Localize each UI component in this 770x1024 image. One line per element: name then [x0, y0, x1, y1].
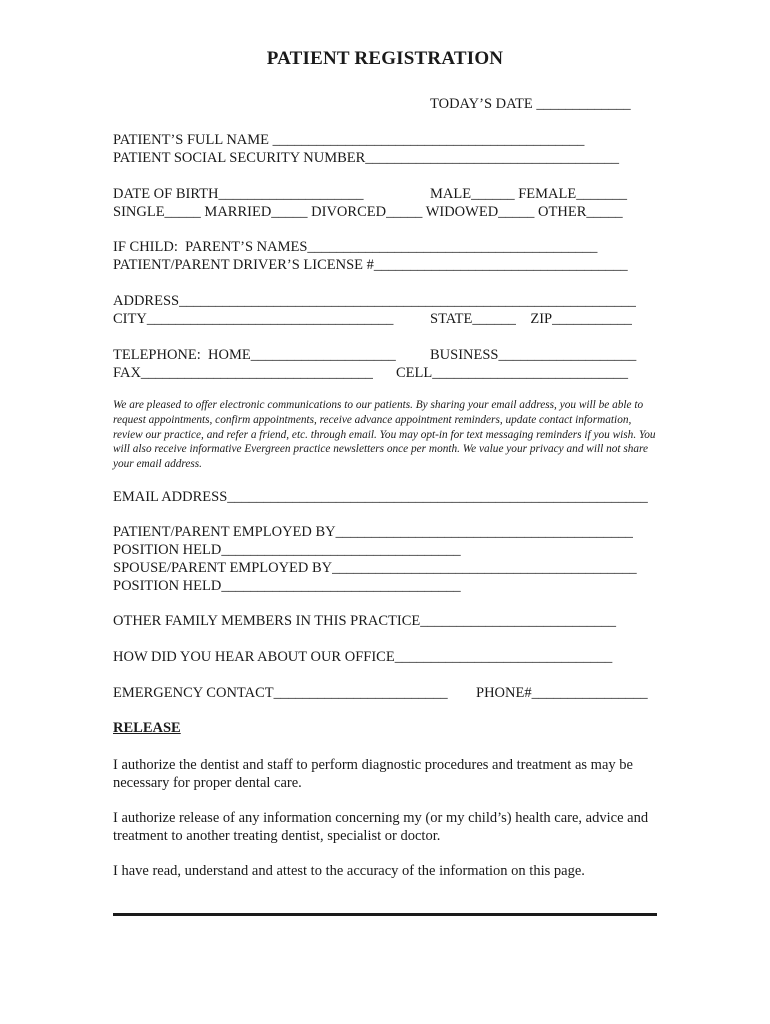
home-telephone-field[interactable]: TELEPHONE: HOME____________________ — [113, 347, 396, 363]
drivers-license-field[interactable]: PATIENT/PARENT DRIVER’S LICENSE #___________________________________ — [113, 257, 628, 273]
dob-field[interactable]: DATE OF BIRTH____________________ — [113, 186, 364, 202]
full-name-field[interactable]: PATIENT’S FULL NAME ___________________________________________ — [113, 132, 585, 148]
gender-field[interactable]: MALE______ FEMALE_______ — [430, 186, 627, 202]
parents-names-field[interactable]: IF CHILD: PARENT’S NAMES________________________________________ — [113, 239, 598, 255]
release-paragraph-treatment: I authorize the dentist and staff to perform diagnostic procedures and treatment as may be necessary for proper dental care. — [113, 757, 633, 791]
patient-position-field[interactable]: POSITION HELD_________________________________ — [113, 542, 461, 558]
fax-field[interactable]: FAX________________________________ — [113, 365, 373, 381]
release-heading: RELEASE — [113, 720, 181, 736]
business-phone-field[interactable]: BUSINESS___________________ — [430, 347, 637, 363]
release-paragraph-information: I authorize release of any information concerning my (or my child’s) health care, advice and treatment to another treating dentist, specialist or doctor. — [113, 810, 649, 844]
marital-status-field[interactable]: SINGLE_____ MARRIED_____ DIVORCED_____ WIDOWED_____ OTHER_____ — [113, 204, 623, 220]
referral-source-field[interactable]: HOW DID YOU HEAR ABOUT OUR OFFICE______________________________ — [113, 649, 613, 665]
form-title: PATIENT REGISTRATION — [266, 48, 504, 69]
ssn-field[interactable]: PATIENT SOCIAL SECURITY NUMBER___________________________________ — [113, 150, 620, 166]
patient-employer-field[interactable]: PATIENT/PARENT EMPLOYED BY_________________________________________ — [113, 524, 633, 540]
emergency-contact-field[interactable]: EMERGENCY CONTACT________________________ — [113, 685, 448, 701]
city-field[interactable]: CITY__________________________________ — [113, 311, 394, 327]
email-communications-note: We are pleased to offer electronic communications to our patients. By sharing your email address, you will be able to request appointments, confirm appointments, receive advance appointment reminders, update contact information, review our practice, and refer a friend, etc. through email. You may opt-in for text messaging reminders if you wish. You will also receive informative Evergreen practice newsletters once per month. We value your privacy and will not share your email address. — [113, 399, 656, 471]
signature-line[interactable] — [113, 913, 657, 916]
spouse-position-field[interactable]: POSITION HELD_________________________________ — [113, 578, 461, 594]
spouse-employer-field[interactable]: SPOUSE/PARENT EMPLOYED BY__________________________________________ — [113, 560, 637, 576]
cell-phone-field[interactable]: CELL___________________________ — [396, 365, 628, 381]
family-members-field[interactable]: OTHER FAMILY MEMBERS IN THIS PRACTICE___________________________ — [113, 613, 616, 629]
email-address-field[interactable]: EMAIL ADDRESS__________________________________________________________ — [113, 489, 648, 505]
state-zip-field[interactable]: STATE______ ZIP___________ — [430, 311, 632, 327]
emergency-phone-field[interactable]: PHONE#________________ — [476, 685, 648, 701]
release-paragraph-attest: I have read, understand and attest to the accuracy of the information on this page. — [113, 863, 585, 879]
address-field[interactable]: ADDRESS_______________________________________________________________ — [113, 293, 636, 309]
todays-date-field[interactable]: TODAY’S DATE _____________ — [430, 96, 631, 112]
